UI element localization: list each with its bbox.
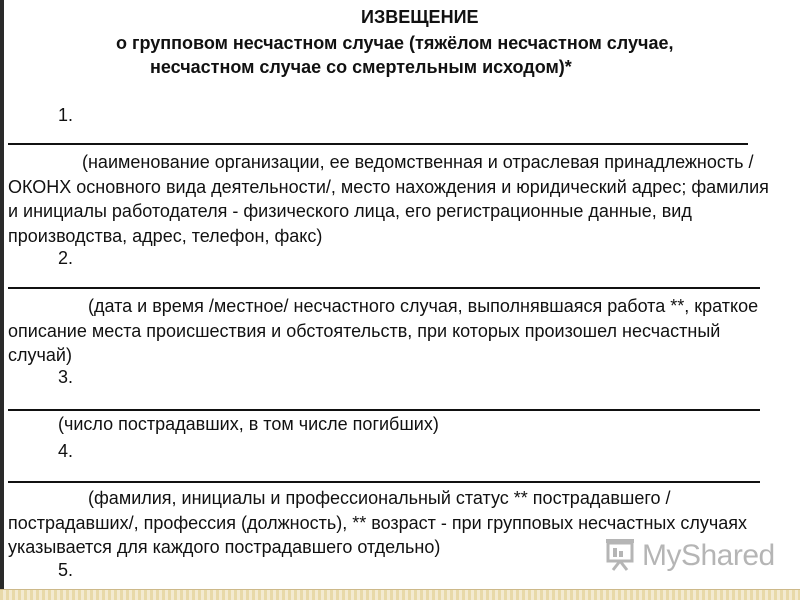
fill-in-line-3 xyxy=(8,409,760,411)
fill-in-line-2 xyxy=(8,287,760,289)
item-number-5: 5. xyxy=(58,560,74,580)
item-description-1: (наименование организации, ее ведомственная и отраслевая принадлежность /ОКОНХ основного вида деятельности/, место нахождения и юридический адрес; фамилия и инициалы работодателя - физического лица, его регистрационные данные, вид производства, адрес, телефон, факс) xyxy=(8,152,769,246)
presentation-board-icon xyxy=(604,537,636,576)
notice-subtitle-line-2: несчастном случае со смертельным исходом)* xyxy=(150,57,572,77)
notice-title: ИЗВЕЩЕНИЕ xyxy=(361,7,479,27)
item-description-3: (число пострадавших, в том числе погибших) xyxy=(58,414,439,434)
item-number-2: 2. xyxy=(58,248,74,268)
myshared-watermark xyxy=(604,536,774,576)
item-number-1: 1. xyxy=(58,105,74,125)
notice-subtitle-line-1: о групповом несчастном случае (тяжёлом несчастном случае, xyxy=(116,33,674,53)
item-description-2: (дата и время /местное/ несчастного случая, выполнявшаяся работа **, краткое описание места происшествия и обстоятельств, при которых произошел несчастный случай) xyxy=(8,296,759,365)
decorative-bottom-border xyxy=(0,589,800,600)
left-border-line xyxy=(0,0,4,590)
item-number-4: 4. xyxy=(58,441,74,461)
watermark-text: MyShared xyxy=(642,539,775,572)
fill-in-line-4 xyxy=(8,481,760,483)
fill-in-line-1 xyxy=(8,143,748,145)
item-description-4: (фамилия, инициалы и профессиональный статус ** пострадавшего /пострадавших/, профессия (должность), ** возраст - при групповых несчастных случаях указывается для каждого пострадавшего отдельно) xyxy=(8,488,748,557)
item-number-3: 3. xyxy=(58,367,74,387)
